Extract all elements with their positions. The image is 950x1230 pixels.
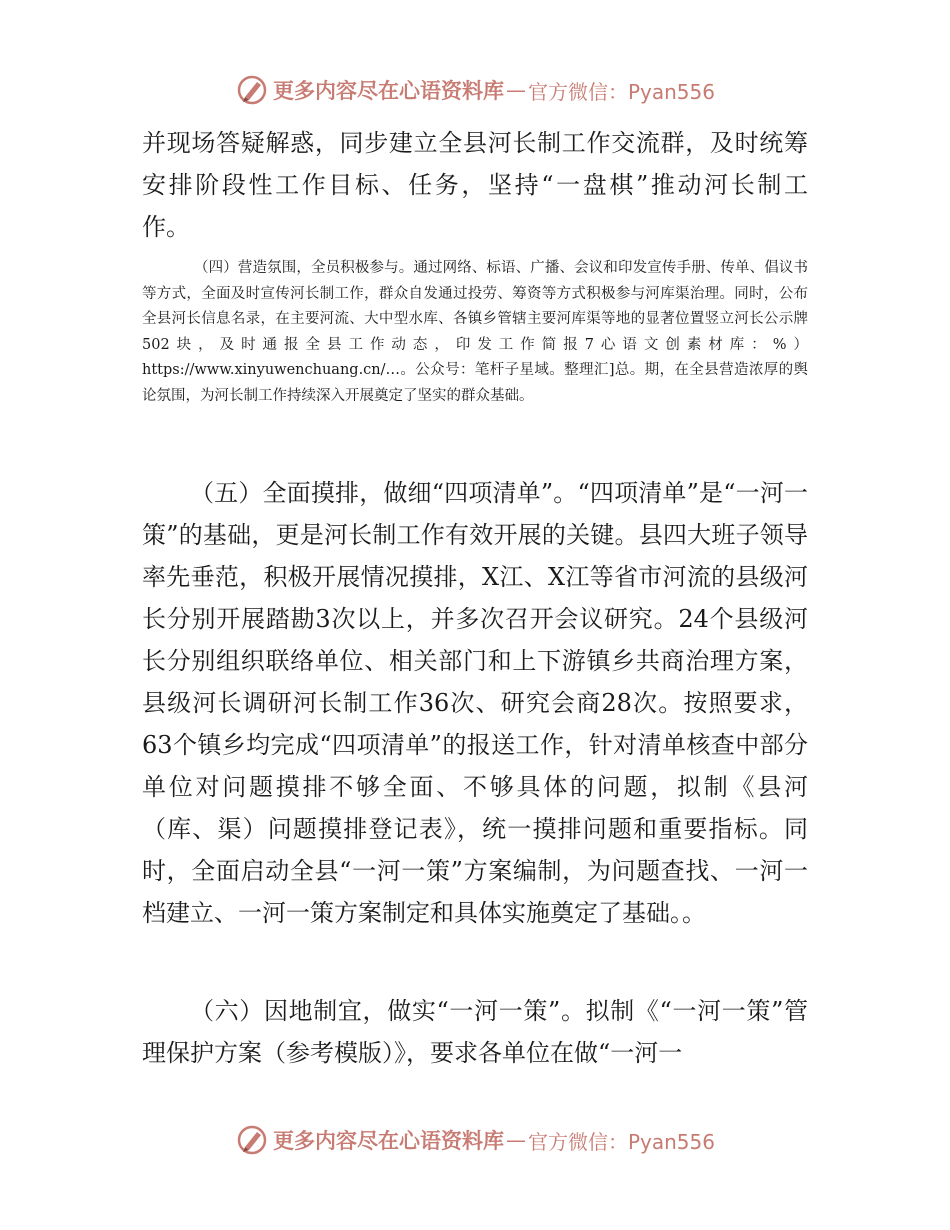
pen-logo-icon [235,1123,269,1157]
header-banner [0,70,950,110]
banner-brand-text: 更多内容尽在心语资料库 [272,79,504,103]
banner-separator: — [505,1128,526,1152]
paragraph-continued [142,122,808,248]
footer-banner [0,1120,950,1160]
text-line: 安排阶段性工作目标、任务，坚持“一盘棋”推动河长制工 [142,171,808,199]
paragraph-section-6: （六）因地制宜，做实“一河一策”。拟制《“一河一策”管理保护方案（参考模版）》，要求各单位在做“一河一 [142,997,808,1067]
text-line: 作。 [142,213,190,241]
paragraph-section-5: （五）全面摸排，做细“四项清单”。“四项清单”是“一河一策”的基础，更是河长制工作有效开展的关键。县四大班子领导率先垂范，积极开展情况摸排，X江、X江等省市河流的县级河长分别开展踏勘3次以上，并多次召开会议研究。24个县级河长分别组织联络单位、相关部门和上下游镇乡共商治理方案，县级河长调研河长制工作36次、研究会商28次。按照要求，63个镇乡均完成“四项清单”的报送工作，针对清单核查中部分单位对问题摸排不够全面、不够具体的问题，拟制《县河（库、渠）问题摸排登记表》，统一摸排问题和重要指标。同时，全面启动全县“一河一策”方案编制，为问题查找、一河一档建立、一河一策方案制定和具体实施奠定了基础。。 [142,479,808,927]
banner-separator: — [505,78,526,102]
banner-contact-text: 官方微信：Pyan556 [527,1129,715,1154]
pen-logo-icon [235,73,269,107]
banner-contact-text: 官方微信：Pyan556 [527,79,715,104]
banner-brand-text: 更多内容尽在心语资料库 [272,1129,504,1153]
paragraph-section-4: （四）营造氛围，全员积极参与。通过网络、标语、广播、会议和印发宣传手册、传单、倡议书等方式，全面及时宣传河长制工作，群众自发通过投劳、筹资等方式积极参与河库渠治理。同时，公布全县河长信息名录，在主要河流、大中型水库、各镇乡管辖主要河库渠等地的显著位置竖立河长公示牌502块，及时通报全县工作动态，印发工作简报7心语文创素材库：%）https://www.xinyuwenchuang.cn/…。公众号：笔杆子星域。整理汇]总。期，在全县营造浓厚的舆论氛围，为河长制工作持续深入开展奠定了坚实的群众基础。 [142,260,808,404]
text-line: 并现场答疑解惑，同步建立全县河长制工作交流群，及时统筹 [142,129,808,157]
